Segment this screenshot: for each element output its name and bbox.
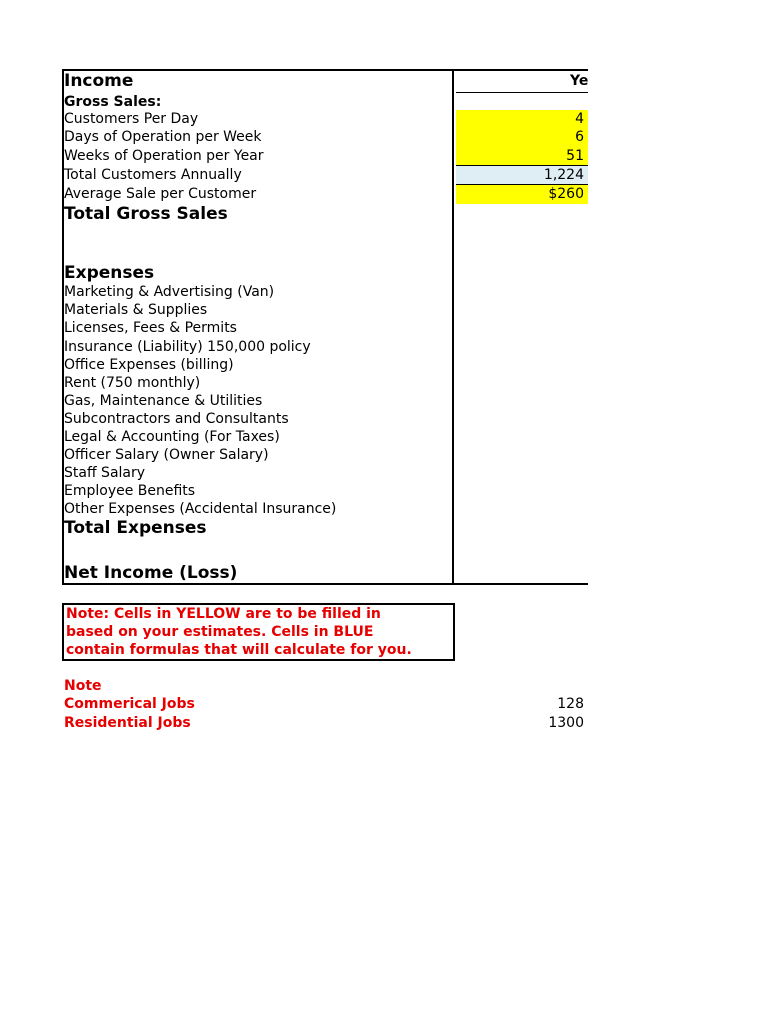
total-gross-sales-label: Total Gross Sales — [64, 204, 228, 224]
days-per-week-value[interactable]: 6 — [575, 129, 584, 145]
customers-per-day-value[interactable]: 4 — [575, 111, 584, 127]
expense-item: Gas, Maintenance & Utilities — [64, 393, 263, 409]
expense-item: Other Expenses (Accidental Insurance) — [64, 501, 337, 517]
expense-item: Insurance (Liability) 150,000 policy — [64, 339, 311, 355]
commercial-jobs-label: Commerical Jobs — [64, 696, 195, 712]
weeks-per-year-label: Weeks of Operation per Year — [64, 148, 264, 164]
total-customers-label: Total Customers Annually — [64, 167, 242, 183]
note-line: Note: Cells in YELLOW are to be filled in — [66, 606, 381, 622]
total-expenses-label: Total Expenses — [64, 518, 207, 538]
residential-jobs-value[interactable]: 1300 — [548, 715, 584, 731]
residential-jobs-label: Residential Jobs — [64, 715, 191, 731]
expense-item: Legal & Accounting (For Taxes) — [64, 429, 280, 445]
expense-item: Marketing & Advertising (Van) — [64, 284, 275, 300]
net-income-label: Net Income (Loss) — [64, 563, 238, 583]
expense-item: Subcontractors and Consultants — [64, 411, 289, 427]
total-customers-value[interactable]: 1,224 — [543, 167, 584, 183]
legend-note-box — [62, 603, 455, 661]
header-underline — [456, 92, 588, 93]
income-heading: Income — [64, 71, 134, 91]
customers-per-day-label: Customers Per Day — [64, 111, 199, 127]
expense-item: Officer Salary (Owner Salary) — [64, 447, 269, 463]
expenses-heading: Expenses — [64, 263, 155, 283]
expense-item: Rent (750 monthly) — [64, 375, 201, 391]
average-sale-label: Average Sale per Customer — [64, 186, 257, 202]
note-line: based on your estimates. Cells in BLUE — [66, 624, 374, 640]
gross-sales-label: Gross Sales: — [64, 94, 162, 110]
expense-item: Materials & Supplies — [64, 302, 208, 318]
expense-item: Staff Salary — [64, 465, 146, 481]
expense-item: Employee Benefits — [64, 483, 196, 499]
jobs-note-title: Note — [64, 678, 102, 694]
commercial-jobs-value[interactable]: 128 — [557, 696, 584, 712]
days-per-week-label: Days of Operation per Week — [64, 129, 262, 145]
average-sale-value[interactable]: $260 — [548, 186, 584, 202]
year-column-header: Ye — [570, 73, 589, 89]
weeks-per-year-value[interactable]: 51 — [566, 148, 584, 164]
note-line: contain formulas that will calculate for you. — [66, 642, 412, 658]
expense-item: Licenses, Fees & Permits — [64, 320, 237, 336]
expense-item: Office Expenses (billing) — [64, 357, 234, 373]
